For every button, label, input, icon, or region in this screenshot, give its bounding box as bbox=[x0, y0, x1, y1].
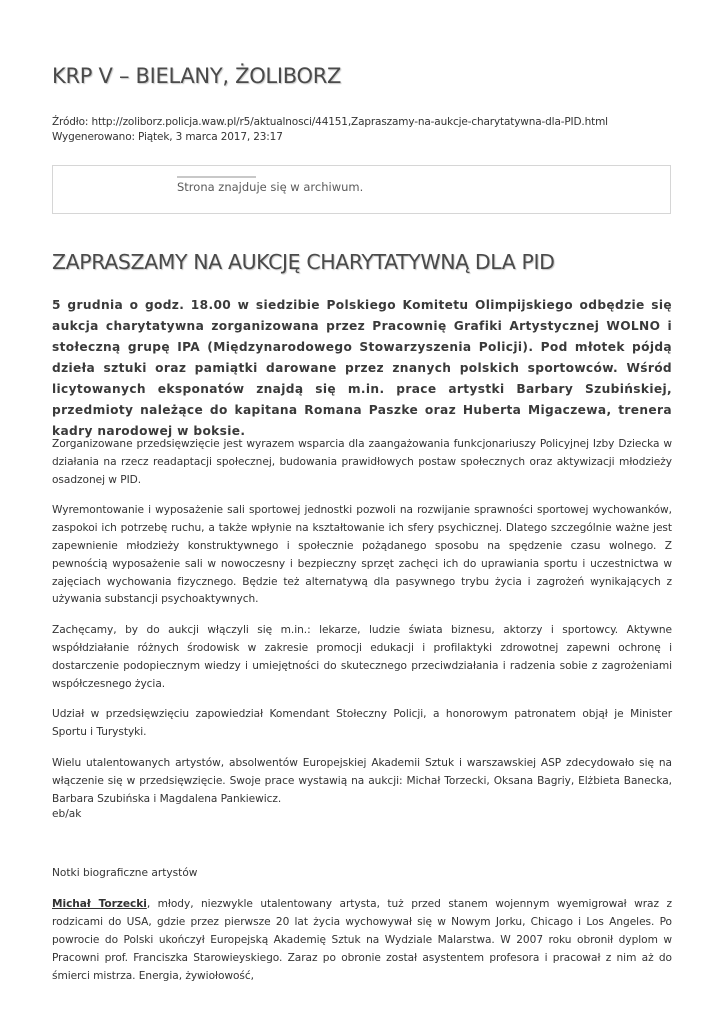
source-line: Źródło: http://zoliborz.policja.waw.pl/r5/aktualnosci/44151,Zapraszamy-na-aukcje-charytatywna-dla-PID.html bbox=[52, 116, 608, 128]
article-lead: 5 grudnia o godz. 18.00 w siedzibie Polskiego Komitetu Olimpijskiego odbędzie się aukcja charytatywna zorganizowana przez Pracownię Grafiki Artystycznej WOLNO i stołeczną grupę IPA (Międzynarodowego Stowarzyszenia Policji). Pod młotek pójdą dzieła sztuki oraz pamiątki darowane przez znanych polskich sportowców. Wśród licytowanych eksponatów znajdą się m.in. prace artystki Barbary Szubińskiej, przedmioty należące do kapitana Romana Paszke oraz Huberta Migaczewa, trenera kadry narodowej w boksie. bbox=[52, 298, 672, 438]
site-title: KRP V – BIELANY, ŻOLIBORZ bbox=[52, 64, 342, 88]
generated-line: Wygenerowano: Piątek, 3 marca 2017, 23:17 bbox=[52, 130, 283, 143]
archive-notice-divider bbox=[177, 176, 256, 178]
article-paragraph: Udział w przedsięwzięciu zapowiedział Komendant Stołeczny Policji, a honorowym patronatem objął je Minister Sportu i Turystyki. bbox=[52, 708, 672, 739]
article-body bbox=[52, 436, 672, 821]
document-meta bbox=[52, 115, 608, 144]
artist-name-link[interactable]: Michał Torzecki bbox=[52, 898, 147, 910]
article-title: ZAPRASZAMY NA AUKCJĘ CHARYTATYWNĄ DLA PID bbox=[52, 250, 555, 274]
bio-text: , młody, niezwykle utalentowany artysta, tuż przed stanem wojennym wyemigrował wraz z rodzicami do USA, gdzie przez pierwsze 20 lat życia wychowywał się w Nowym Jorku, Chicago i Los Angeles. Po powrocie do Polski ukończył Europejską Akademię Sztuk na Wydziale Malarstwa. W 2007 roku obronił dyplom w Pracowni prof. Franciszka Starowieyskiego. Zaraz po obronie został asystentem profesora i pracował z nim aż do śmierci mistrza. Energia, żywiołowość, bbox=[52, 898, 672, 982]
bio-paragraph bbox=[52, 895, 672, 985]
article-paragraph: Wielu utalentowanych artystów, absolwentów Europejskiej Akademii Sztuk i warszawskiej ASP zdecydowało się na włączenie się w przedsięwzięcie. Swoje prace wystawią na aukcji: Michał Torzecki, Oksana Bagriy, Elżbieta Banecka, Barbara Szubińska i Magdalena Pankiewicz. bbox=[52, 756, 672, 805]
article-paragraph: Wyremontowanie i wyposażenie sali sportowej jednostki pozwoli na rozwijanie sprawności sportowej wychowanków, zaspokoi ich potrzebę ruchu, a także wpłynie na kształtowanie ich sfery psychicznej. Dlatego szczególnie ważne jest zapewnienie młodzieży konstruktywnego i społecznie pożądanego sposobu na spędzenie czasu wolnego. Z pewnością wyposażenie sali w nowoczesny i bezpieczny sprzęt zachęci ich do uprawiania sportu i uczestnictwa w zajęciach wychowania fizycznego. Będzie też alternatywą dla pasywnego trybu życia i zagrożeń wynikających z używania substancji psychoaktywnych. bbox=[52, 504, 672, 606]
archive-notice-text: Strona znajduje się w archiwum. bbox=[177, 180, 364, 194]
article-paragraph: Zachęcamy, by do aukcji włączyli się m.in.: lekarze, ludzie świata biznesu, aktorzy i sportowcy. Aktywne współdziałanie różnych środowisk w zakresie promocji edukacji i profilaktyki zdrowotnej zapewni ochronę i dostarczenie podopiecznym wiedzy i umiejętności do skutecznego przeciwdziałania i radzenia sobie z zagrożeniami współczesnego życia. bbox=[52, 624, 672, 690]
article-paragraph: Zorganizowane przedsięwzięcie jest wyrazem wsparcia dla zaangażowania funkcjonariuszy Policyjnej Izby Dziecka w działania na rzecz readaptacji społecznej, budowania prawidłowych postaw społecznych oraz aktywizacji młodzieży osadzonej w PID. bbox=[52, 438, 672, 486]
author-signature: eb/ak bbox=[52, 808, 82, 820]
bio-notes-heading: Notki biograficzne artystów bbox=[52, 867, 198, 879]
archive-notice-box bbox=[52, 165, 671, 214]
